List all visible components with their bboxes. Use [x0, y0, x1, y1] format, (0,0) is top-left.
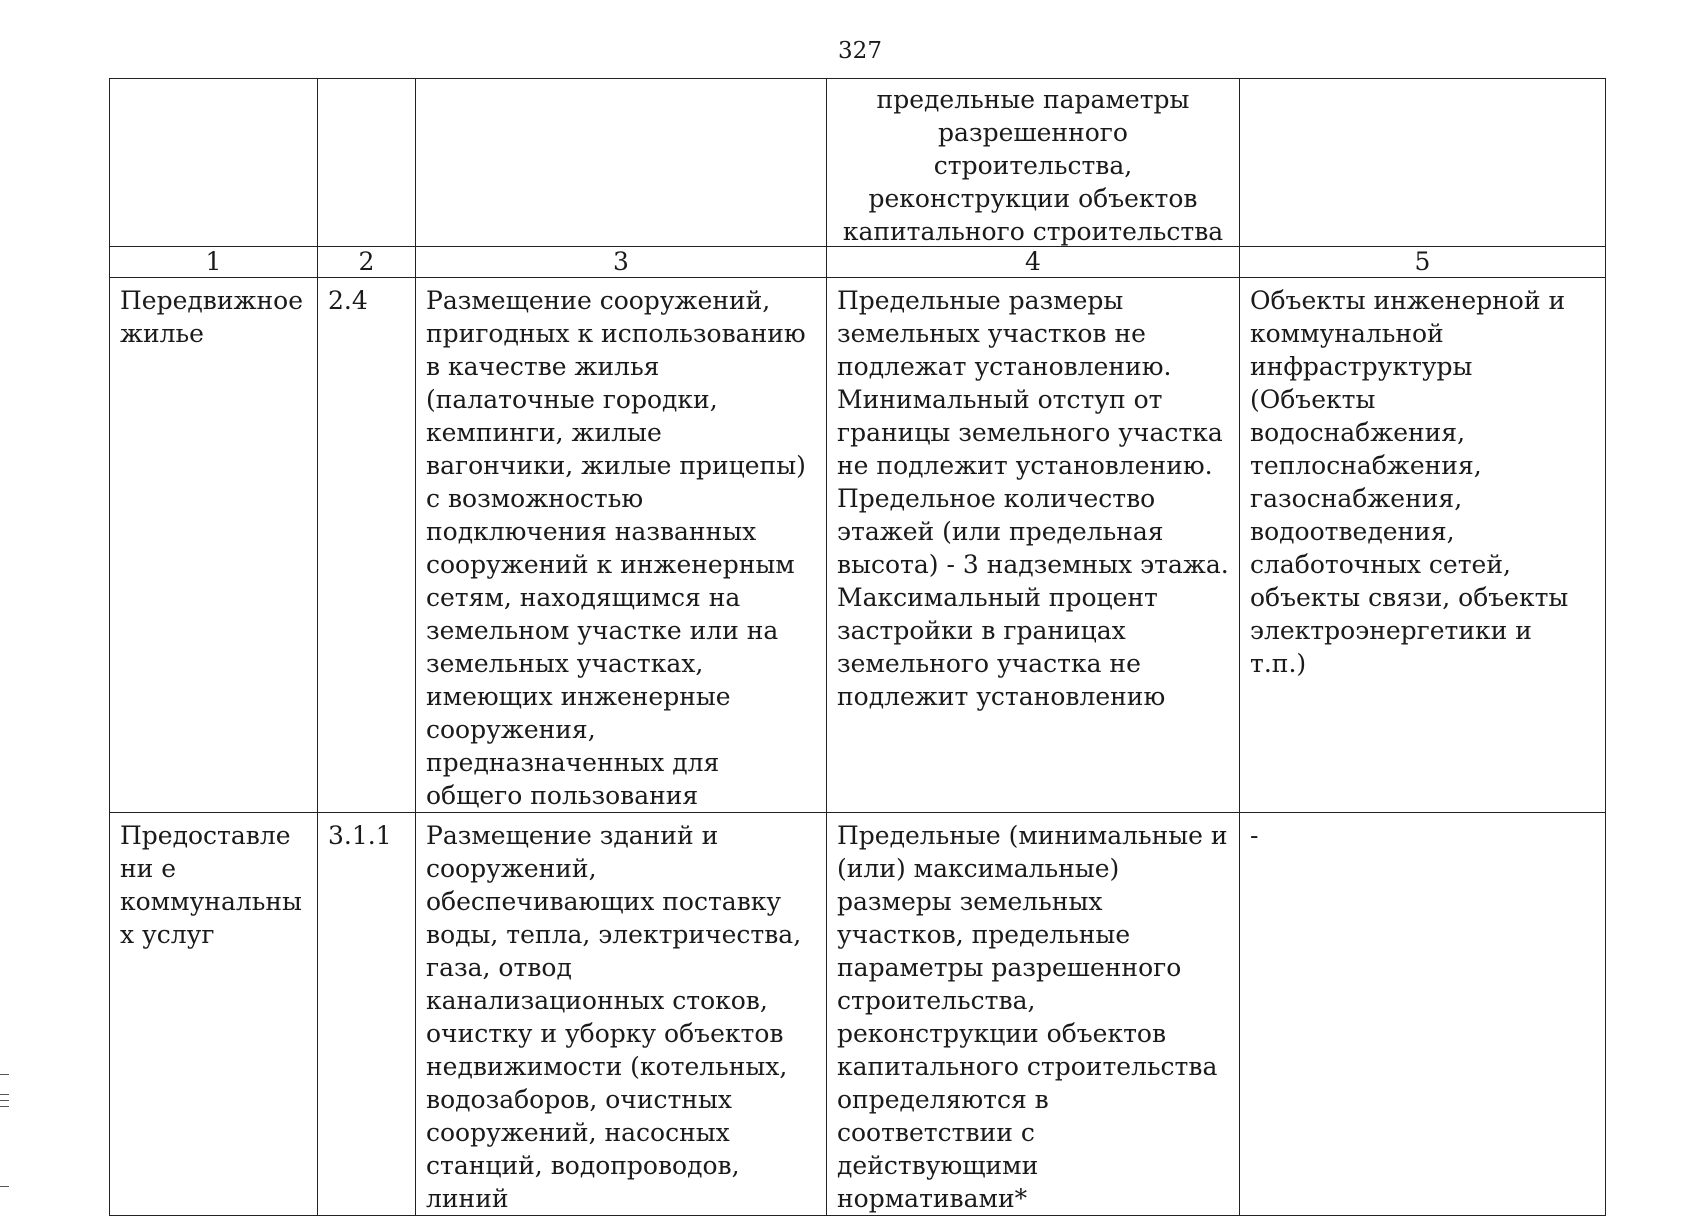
use-type-description: Размещение зданий и сооружений, обеспечивающих поставку воды, тепла, электричества, газа, отвод канализационных стоков, очистку и уборку объектов недвижимости (котельных, водозаборов, очистных сооружений, насосных станций, водопроводов, линий: [416, 813, 827, 1216]
header-cell-2: 2: [318, 247, 416, 278]
table-row: [110, 278, 1606, 813]
continuation-row: [110, 79, 1606, 249]
table-row: [110, 813, 1606, 1216]
use-type-description: Размещение сооружений, пригодных к использованию в качестве жилья (палаточные городки, кемпинги, жилые вагончики, жилые прицепы) с возможностью подключения названных сооружений к инженерным сетям, находящимся на земельном участке или на земельных участках, имеющих инженерные сооружения, предназначенных для общего пользования: [416, 278, 827, 813]
use-type-parameters: Предельные (минимальные и (или) максимальные) размеры земельных участков, предельные параметры разрешенного строительства, реконструкции объектов капитального строительства определяются в соответствии с действующими нормативами*: [827, 813, 1240, 1216]
margin-mark: [0, 1186, 9, 1187]
margin-mark: [0, 1100, 9, 1101]
use-type-objects: -: [1240, 813, 1606, 1216]
margin-mark: [0, 1074, 9, 1075]
header-cell-1: 1: [110, 247, 318, 278]
continuation-cell-2: [318, 79, 416, 249]
continuation-cell-4: предельные параметры разрешенного строительства, реконструкции объектов капитального строительства: [827, 79, 1240, 249]
use-type-objects: Объекты инженерной и коммунальной инфраструктуры (Объекты водоснабжения, теплоснабжения, газоснабжения, водоотведения, слаботочных сетей, объекты связи, объекты электроэнергетики и т.п.): [1240, 278, 1606, 813]
header-cell-4: 4: [827, 247, 1240, 278]
table-header-row: [110, 247, 1606, 278]
use-type-parameters: Предельные размеры земельных участков не подлежат установлению. Минимальный отступ от границы земельного участка не подлежит установлению. Предельное количество этажей (или предельная высота) - 3 надземных этажа. Максимальный процент застройки в границах земельного участка не подлежит установлению: [827, 278, 1240, 813]
header-cell-5: 5: [1240, 247, 1606, 278]
continuation-cell-3: [416, 79, 827, 249]
continuation-cell-1: [110, 79, 318, 249]
use-type-code: 2.4: [318, 278, 416, 813]
use-type-name: Передвижное жилье: [110, 278, 318, 813]
continuation-table: [109, 78, 1606, 248]
margin-mark: [0, 1106, 9, 1107]
page-number: 327: [838, 38, 882, 64]
margin-mark: [0, 1094, 9, 1095]
continuation-cell-5: [1240, 79, 1606, 249]
use-type-name: Предоставлени е коммунальных услуг: [110, 813, 318, 1216]
use-type-code: 3.1.1: [318, 813, 416, 1216]
land-use-table: [109, 246, 1606, 1216]
header-cell-3: 3: [416, 247, 827, 278]
